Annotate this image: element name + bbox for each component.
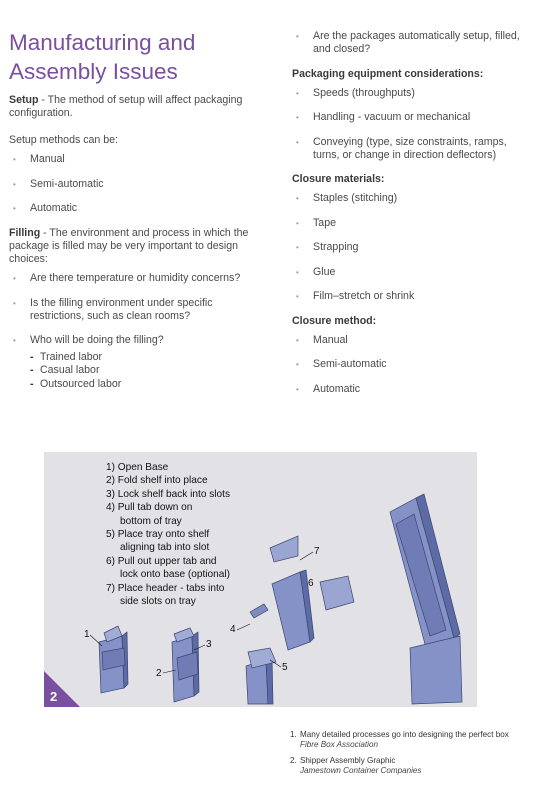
filling-label: Filling (9, 227, 41, 239)
callout-7: 7 (314, 546, 320, 557)
stage-1-box-illustration (99, 626, 128, 693)
figure-number: 2 (50, 689, 58, 704)
list-item: • Automatic (292, 383, 528, 396)
list-item: • Semi-automatic (9, 178, 259, 191)
auto-question-list (292, 30, 528, 56)
equipment-heading: Packaging equipment considerations: (292, 67, 484, 80)
list-item: • Handling - vacuum or mechanical (292, 111, 528, 124)
callout-6: 6 (308, 578, 314, 589)
step-item: bottom of tray (106, 515, 182, 527)
callout-4: 4 (230, 624, 236, 635)
list-item: • Speeds (throughputs) (292, 87, 528, 100)
callout-1: 1 (84, 629, 90, 640)
step-item: 1) Open Base (106, 462, 169, 473)
list-item: • Are the packages automatically setup, filled, and closed? (292, 30, 528, 56)
step-item: 2) Fold shelf into place (106, 475, 208, 487)
callout-2: 2 (156, 668, 162, 679)
list-item: • Who will be doing the filling? (9, 334, 259, 347)
list-item: • Tape (292, 217, 528, 230)
footnote-item: 2. Shipper Assembly Graphic Jamestown Container Companies (290, 756, 422, 775)
step-item: 6) Pull out upper tab and (106, 555, 217, 567)
list-item: • Conveying (type, size constraints, ramps, turns, or change in direction deflectors) (292, 136, 528, 162)
callout-5: 5 (282, 662, 288, 673)
list-item: • Glue (292, 266, 528, 279)
list-item: • Are there temperature or humidity concerns? (9, 272, 259, 285)
closure-method-heading: Closure method: (292, 314, 377, 327)
filling-text: - The environment and process in which the package is filled may be very important to design choices: (9, 227, 249, 265)
list-item: - Outsourced labor (30, 378, 259, 392)
materials-list (292, 192, 528, 303)
setup-methods-list (9, 153, 259, 215)
step-item: 3) Lock shelf back into slots (106, 488, 230, 500)
materials-heading: Closure materials: (292, 173, 385, 185)
list-item: - Casual labor (30, 364, 259, 378)
setup-methods-intro: Setup methods can be: (9, 134, 118, 146)
list-item: • Film–stretch or shrink (292, 290, 528, 303)
finished-display-illustration (390, 494, 462, 704)
shipper-assembly-figure (44, 452, 477, 707)
list-item: • Staples (stitching) (292, 192, 528, 205)
stage-4-box-illustration (246, 536, 354, 704)
setup-label: Setup (9, 94, 39, 106)
list-item: • Semi-automatic (292, 358, 528, 371)
right-column (292, 28, 528, 407)
step-item: 7) Place header - tabs into (106, 582, 225, 594)
step-item: aligning tab into slot (106, 542, 210, 554)
filling-paragraph (9, 227, 259, 266)
left-column (9, 28, 259, 391)
footnotes (290, 730, 530, 782)
list-item: • Manual (292, 334, 528, 347)
footnote-item: 1. Many detailed processes go into designing the perfect box Fibre Box Association (290, 730, 509, 749)
equipment-list (292, 87, 528, 162)
setup-text: - The method of setup will affect packaging configuration. (9, 94, 243, 119)
stage-2-box-illustration (172, 628, 199, 702)
step-item: 5) Place tray onto shelf (106, 529, 210, 541)
callout-3: 3 (206, 639, 212, 650)
list-item: • Is the filling environment under specific restrictions, such as clean rooms? (9, 297, 259, 323)
list-item: • Manual (9, 153, 259, 166)
step-item: 4) Pull tab down on (106, 502, 193, 514)
list-item: - Trained labor (30, 351, 259, 365)
list-item: • Automatic (9, 202, 259, 215)
closure-method-list (292, 334, 528, 396)
labor-list (9, 351, 259, 392)
page-title: Manufacturing and Assembly Issues (9, 30, 196, 84)
list-item: • Strapping (292, 241, 528, 254)
filling-questions-list (9, 272, 259, 347)
step-item: lock onto base (optional) (106, 569, 230, 581)
setup-paragraph (9, 94, 259, 120)
assembly-illustration (44, 452, 477, 707)
step-item: side slots on tray (106, 596, 196, 608)
